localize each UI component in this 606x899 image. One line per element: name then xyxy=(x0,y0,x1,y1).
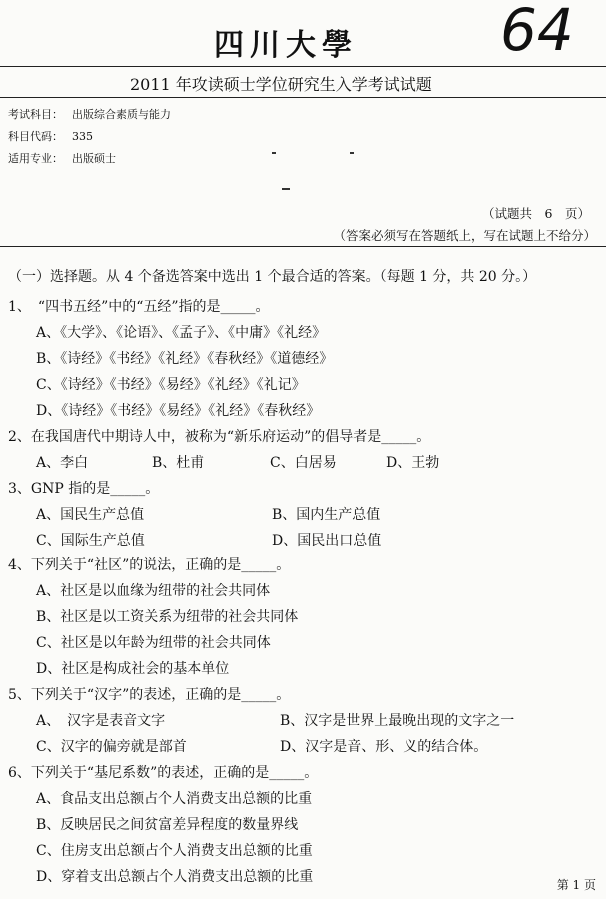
question-3-stem: 3、GNP 指的是_____。 xyxy=(8,481,160,497)
scan-speck xyxy=(282,188,290,190)
meta-value: 出版硕士 xyxy=(72,152,116,165)
university-name: 四川大學 xyxy=(214,28,358,63)
meta-value: 335 xyxy=(72,130,93,143)
question-2-stem: 2、在我国唐代中期诗人中，被称为“新乐府运动”的倡导者是_____。 xyxy=(8,429,431,445)
question-2-option-d: D、王勃 xyxy=(386,455,440,471)
question-5-option-a: A、 汉字是表音文字 xyxy=(36,713,166,729)
handwritten-number: 64 xyxy=(500,0,574,64)
question-1-stem: 1、 “四书五经”中的“五经”指的是_____。 xyxy=(8,299,270,315)
meta-code xyxy=(8,128,93,144)
question-5-option-b: B、汉字是世界上最晚出现的文字之一 xyxy=(280,713,515,729)
scan-speck xyxy=(272,152,276,154)
question-4-option-a: A、社区是以血缘为纽带的社会共同体 xyxy=(36,583,271,599)
title-top-rule xyxy=(0,66,606,67)
question-4-stem: 4、下列关于“社区”的说法，正确的是_____。 xyxy=(8,557,291,573)
question-4-option-b: B、社区是以工资关系为纽带的社会共同体 xyxy=(36,609,299,625)
question-3-option-d: D、国民出口总值 xyxy=(272,533,382,549)
question-5-option-d: D、汉字是音、形、义的结合体。 xyxy=(280,739,488,755)
page-number: 第 1 页 xyxy=(556,878,596,892)
total-pages-note: （试题共 6 页） xyxy=(482,206,590,221)
meta-value: 出版综合素质与能力 xyxy=(72,108,171,121)
meta-label: 科目代码： xyxy=(8,130,63,143)
notes-rule xyxy=(0,246,606,247)
question-4-option-c: C、社区是以年龄为纽带的社会共同体 xyxy=(36,635,271,651)
answer-instruction: （答案必须写在答题纸上，写在试题上不给分） xyxy=(333,228,596,243)
meta-subject xyxy=(8,106,171,122)
question-6-option-a: A、食品支出总额占个人消费支出总额的比重 xyxy=(36,791,313,807)
question-6-stem: 6、下列关于“基尼系数”的表述，正确的是_____。 xyxy=(8,765,319,781)
question-5-stem: 5、下列关于“汉字”的表述，正确的是_____。 xyxy=(8,687,291,703)
question-6-option-d: D、穿着支出总额占个人消费支出总额的比重 xyxy=(36,869,314,885)
exam-title: 2011 年攻读硕士学位研究生入学考试试题 xyxy=(130,75,432,94)
title-bottom-rule xyxy=(0,97,606,98)
question-3-option-a: A、国民生产总值 xyxy=(36,507,145,523)
question-1-option-a: A、《大学》、《论语》、《孟子》、《中庸》《礼经》 xyxy=(36,325,327,341)
question-1-option-b: B、《诗经》《书经》《礼经》《春秋经》《道德经》 xyxy=(36,351,334,367)
question-2-option-b: B、杜甫 xyxy=(152,455,205,471)
question-6-option-b: B、反映居民之间贫富差异程度的数量界线 xyxy=(36,817,299,833)
scan-speck xyxy=(350,152,354,154)
meta-label: 适用专业： xyxy=(8,152,63,165)
question-5-option-c: C、汉字的偏旁就是部首 xyxy=(36,739,187,755)
question-3-option-c: C、国际生产总值 xyxy=(36,533,145,549)
meta-label: 考试科目： xyxy=(8,108,63,121)
question-4-option-d: D、社区是构成社会的基本单位 xyxy=(36,661,230,677)
question-1-option-c: C、《诗经》《书经》《易经》《礼经》《礼记》 xyxy=(36,377,306,393)
meta-major xyxy=(8,150,116,166)
section-heading: （一）选择题。从 4 个备选答案中选出 1 个最合适的答案。（每题 1 分，共 20 分。） xyxy=(8,269,537,285)
question-2-option-c: C、白居易 xyxy=(270,455,337,471)
question-3-option-b: B、国内生产总值 xyxy=(272,507,381,523)
question-2-option-a: A、李白 xyxy=(36,455,89,471)
question-1-option-d: D、《诗经》《书经》《易经》《礼经》《春秋经》 xyxy=(36,403,321,419)
question-6-option-c: C、住房支出总额占个人消费支出总额的比重 xyxy=(36,843,313,859)
